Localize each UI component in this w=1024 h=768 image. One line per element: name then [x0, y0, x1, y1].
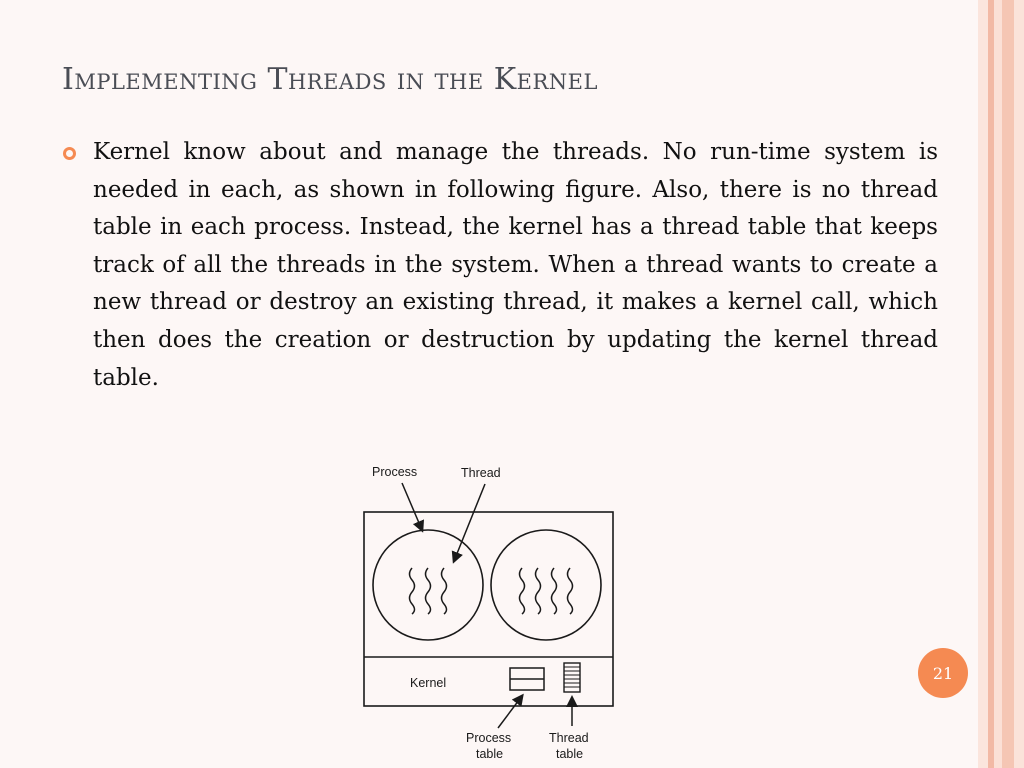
page-number-badge: 21	[918, 648, 968, 698]
label-process: Process	[372, 465, 418, 479]
ring-bullet-icon	[62, 146, 77, 161]
process-arrow	[402, 483, 422, 530]
thread-squiggle	[410, 568, 415, 614]
bullet-text: Kernel know about and manage the threads. No run-time system is needed in each, as shown in following figure. Also, there is no thread table in each process. Instead, the kernel has a thread table that keeps track of all the threads in the system. When a thread wants to create a new thread or destroy an existing thread, it makes a kernel call, which then does the creation or destruction by updating the kernel thread table.	[93, 139, 938, 391]
thread-squiggle	[426, 568, 431, 614]
kernel-threads-figure	[350, 458, 630, 768]
process-table-arrow	[498, 696, 522, 728]
thread-squiggle	[568, 568, 573, 614]
right-border-stripe	[1002, 0, 1014, 768]
process-circle	[373, 530, 483, 640]
label-thread-table-line1: Thread	[549, 731, 589, 745]
slide-title: Implementing Threads in the Kernel	[62, 62, 598, 97]
system-box	[364, 512, 613, 706]
label-thread: Thread	[461, 466, 501, 480]
thread-squiggle	[520, 568, 525, 614]
right-border-stripe	[978, 0, 988, 768]
right-border-stripe	[994, 0, 1002, 768]
thread-squiggle	[442, 568, 447, 614]
right-border-stripe	[1014, 0, 1024, 768]
label-process-table-line2: table	[476, 747, 504, 761]
label-kernel: Kernel	[410, 676, 447, 690]
thread-squiggle	[552, 568, 557, 614]
label-process-table-line1: Process	[466, 731, 512, 745]
process-circle	[491, 530, 601, 640]
label-thread-table-line2: table	[556, 747, 584, 761]
thread-squiggle	[536, 568, 541, 614]
